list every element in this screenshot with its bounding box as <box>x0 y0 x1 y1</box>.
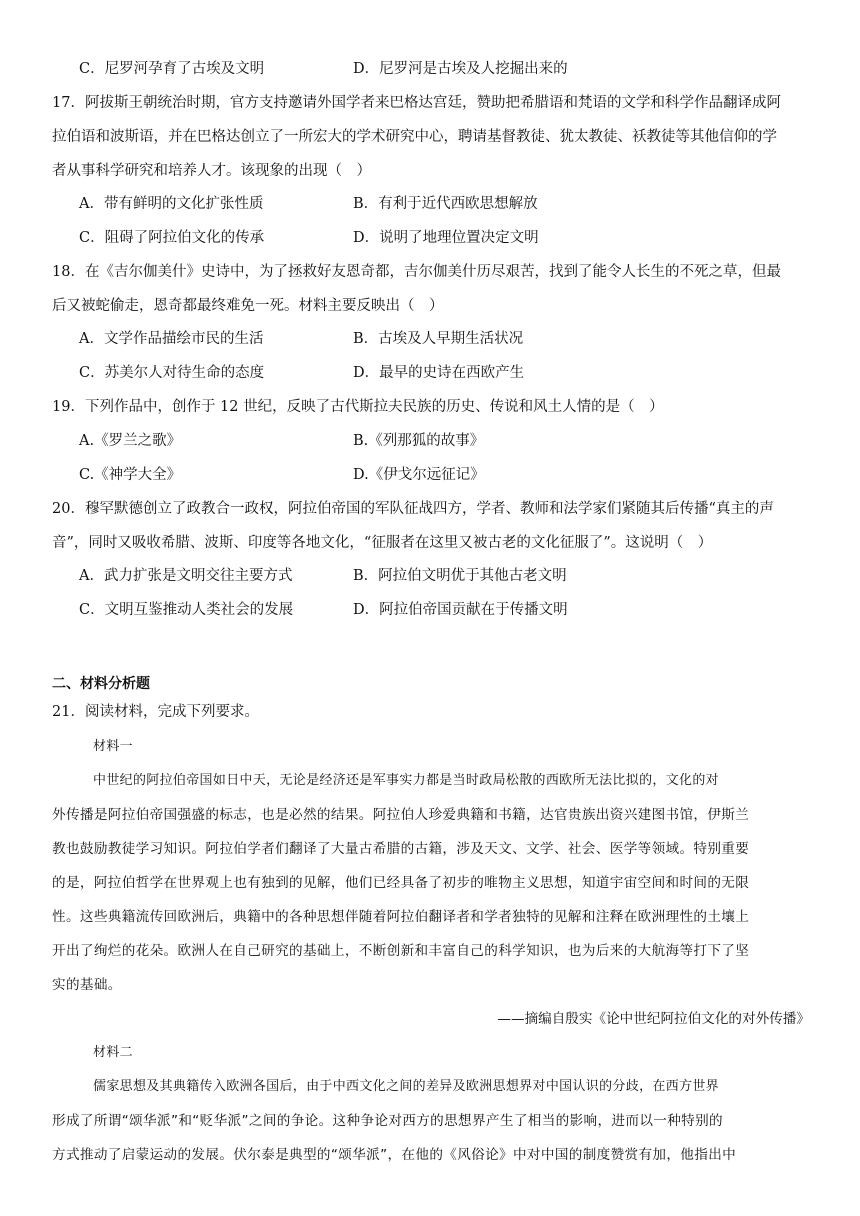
q18-stem-line-1: 18．在《吉尔伽美什》史诗中，为了拯救好友恩奇都，吉尔伽美什历尽艰苦，找到了能令人长生的不死之草，但最 <box>52 264 781 280</box>
q17-option-a: A．带有鲜明的文化扩张性质 <box>79 196 264 212</box>
material-1-line-1: 中世纪的阿拉伯帝国如日中天，无论是经济还是军事实力都是当时政局松散的西欧所无法比拟的，文化的对 <box>93 773 719 788</box>
material-1-line-3: 教也鼓励教徒学习知识。阿拉伯学者们翻译了大量古希腊的古籍，涉及天文、文学、社会、医学等领域。特别重要 <box>52 841 750 857</box>
q17-stem-line-2: 拉伯语和波斯语，并在巴格达创立了一所宏大的学术研究中心，聘请基督教徒、犹太教徒、袄教徒等其他信仰的学 <box>52 129 777 145</box>
q17-stem-line-1: 17．阿拔斯王朝统治时期，官方支持邀请外国学者来巴格达宫廷，赞助把希腊语和梵语的文学和科学作品翻译成阿 <box>52 95 781 111</box>
section-title: 二、材料分析题 <box>52 676 150 692</box>
q16-option-c: C．尼罗河孕育了古埃及文明 <box>79 61 265 77</box>
q19-option-d: D.《伊戈尔远征记》 <box>353 467 485 483</box>
q17-option-c: C．阻碍了阿拉伯文化的传承 <box>79 230 265 246</box>
q17-stem-line-3: 者从事科学研究和培养人才。该现象的出现（ ） <box>52 163 371 179</box>
q20-option-a: A．武力扩张是文明交往主要方式 <box>79 568 293 584</box>
q20-stem-line-1: 20．穆罕默德创立了政教合一政权，阿拉伯帝国的军队征战四方，学者、教师和法学家们紧随其后传播“真主的声 <box>52 501 774 517</box>
q19-option-a: A.《罗兰之歌》 <box>79 433 182 449</box>
material-1-line-6: 开出了绚烂的花朵。欧洲人在自己研究的基础上，不断创新和丰富自己的科学知识，也为后来的大航海等打下了坚 <box>52 943 750 959</box>
material-2-line-1: 儒家思想及其典籍传入欧洲各国后，由于中西文化之间的差异及欧洲思想界对中国认识的分歧，在西方世界 <box>93 1079 719 1094</box>
material-1-label: 材料一 <box>93 739 133 754</box>
q20-option-d: D．阿拉伯帝国贡献在于传播文明 <box>353 602 568 618</box>
q20-option-b: B．阿拉伯文明优于其他古老文明 <box>353 568 567 584</box>
q19-option-c: C.《神学大全》 <box>79 467 182 483</box>
material-2-label: 材料二 <box>93 1045 133 1060</box>
q17-option-d: D．说明了地理位置决定文明 <box>353 230 539 246</box>
q17-option-b: B．有利于近代西欧思想解放 <box>353 196 538 212</box>
q19-stem-line-1: 19．下列作品中，创作于 12 世纪，反映了古代斯拉夫民族的历史、传说和风土人情的是（ ） <box>52 399 664 415</box>
q16-option-d: D．尼罗河是古埃及人挖掘出来的 <box>353 61 568 77</box>
material-1-line-4: 的是，阿拉伯哲学在世界观上也有独到的见解，他们已经具备了初步的唯物主义思想，知道宇宙空间和时间的无限 <box>52 875 750 891</box>
q19-option-b: B.《列那狐的故事》 <box>353 433 485 449</box>
material-1-line-2: 外传播是阿拉伯帝国强盛的标志，也是必然的结果。阿拉伯人珍爱典籍和书籍，达官贵族出资兴建图书馆，伊斯兰 <box>52 807 750 823</box>
q20-stem-line-2: 音”，同时又吸收希腊、波斯、印度等各地文化，“征服者在这里又被古老的文化征服了”。这说明（ ） <box>52 535 713 551</box>
material-2-line-2: 形成了所谓“颂华派”和“贬华派”之间的争论。这种争论对西方的思想界产生了相当的影响，进而以一种特别的 <box>52 1113 723 1129</box>
material-2-line-3: 方式推动了启蒙运动的发展。伏尔泰是典型的“颂华派”，在他的《风俗论》中对中国的制度赞赏有加，他指出中 <box>52 1147 737 1163</box>
q18-option-d: D．最早的史诗在西欧产生 <box>353 365 525 381</box>
q18-stem-line-2: 后又被蛇偷走，恩奇都最终难免一死。材料主要反映出（ ） <box>52 298 444 314</box>
q18-option-a: A．文学作品描绘市民的生活 <box>79 331 264 347</box>
q20-option-c: C．文明互鉴推动人类社会的发展 <box>79 602 294 618</box>
material-1-line-7: 实的基础。 <box>52 977 122 993</box>
material-1-source: ——摘编自殷实《论中世纪阿拉伯文化的对外传播》 <box>497 1011 810 1027</box>
q18-option-b: B．古埃及人早期生活状况 <box>353 331 524 347</box>
material-1-line-5: 性。这些典籍流传回欧洲后，典籍中的各种思想伴随着阿拉伯翻译者和学者独特的见解和注释在欧洲理性的土壤上 <box>52 909 750 925</box>
q21-stem: 21．阅读材料，完成下列要求。 <box>52 704 259 720</box>
q18-option-c: C．苏美尔人对待生命的态度 <box>79 365 265 381</box>
